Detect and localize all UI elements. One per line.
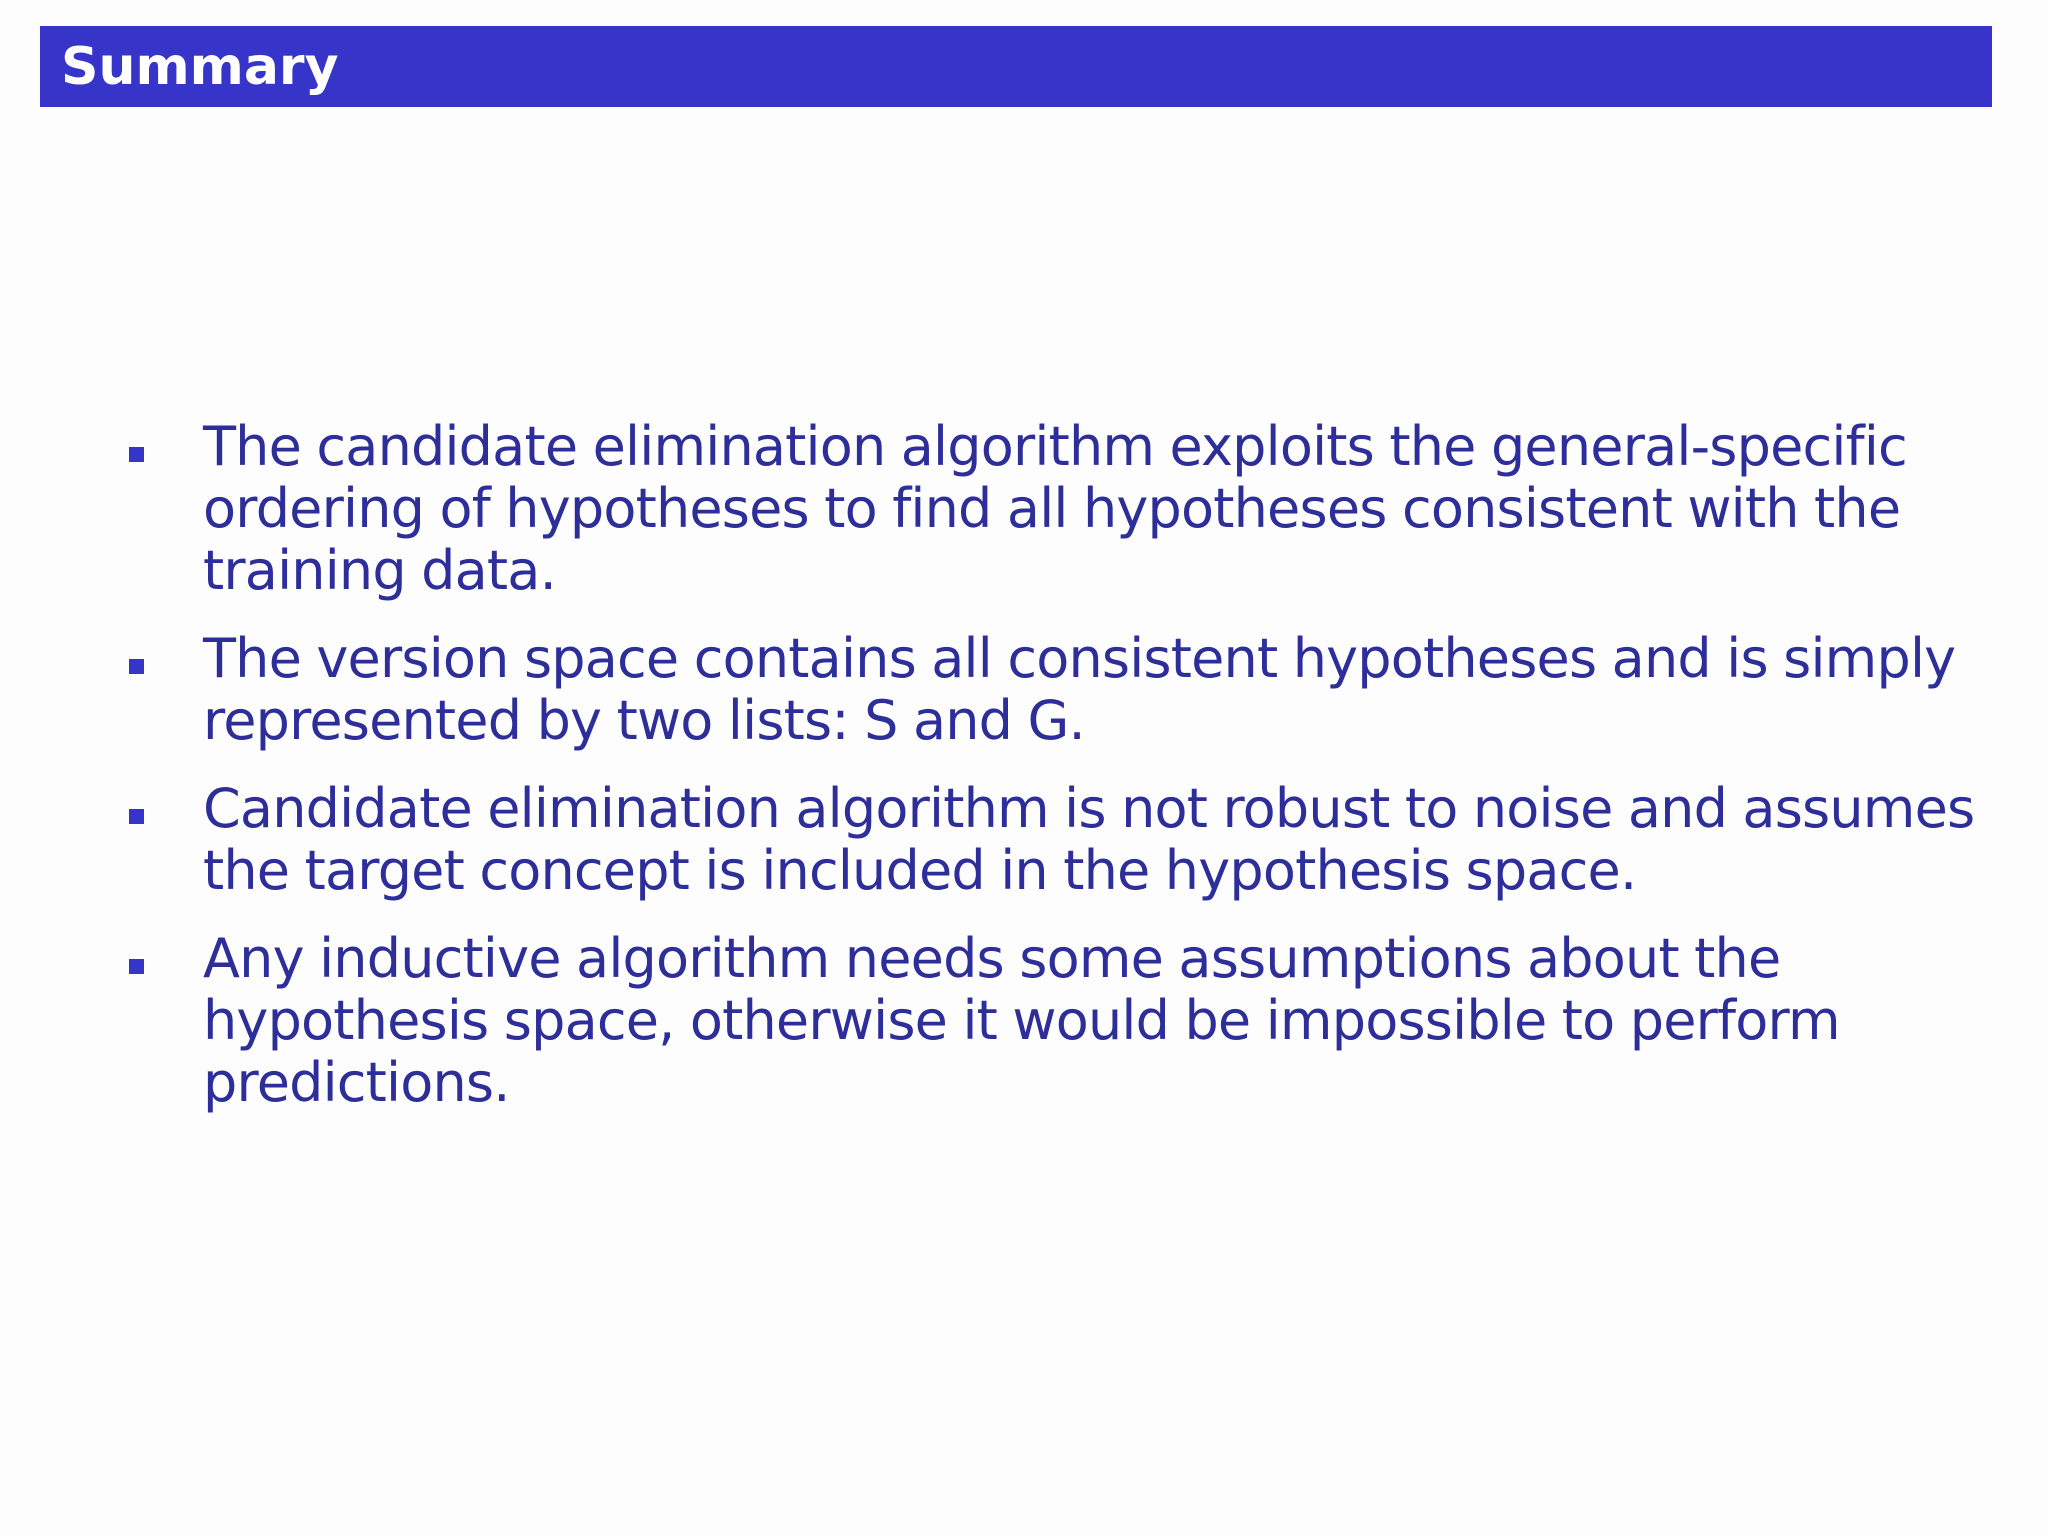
- bullet-line: Any inductive algorithm needs some assumptions about the: [203, 927, 1781, 990]
- bullet-line: The version space contains all consistent hypotheses and is simply: [203, 627, 1956, 690]
- bullet-line: the target concept is included in the hypothesis space.: [203, 839, 1637, 902]
- bullet-line: The candidate elimination algorithm exploits the general-specific: [203, 415, 1907, 478]
- bullet-line: predictions.: [203, 1051, 510, 1114]
- bullet-line: ordering of hypotheses to find all hypotheses consistent with the: [203, 477, 1901, 540]
- square-bullet-icon: [129, 959, 144, 974]
- square-bullet-icon: [129, 659, 144, 674]
- bullet-line: represented by two lists: S and G.: [203, 689, 1085, 752]
- bullet-item: [0, 416, 2048, 602]
- square-bullet-icon: [129, 447, 144, 462]
- title-bar: [40, 26, 1992, 107]
- bullet-item: [0, 928, 2048, 1114]
- bullet-line: training data.: [203, 539, 556, 602]
- square-bullet-icon: [129, 809, 144, 824]
- bullet-list: [0, 416, 2048, 1140]
- bullet-item: [0, 628, 2048, 752]
- bullet-line: Candidate elimination algorithm is not robust to noise and assumes: [203, 777, 1975, 840]
- bullet-line: hypothesis space, otherwise it would be impossible to perform: [203, 989, 1840, 1052]
- bullet-item: [0, 778, 2048, 902]
- slide-title: Summary: [61, 36, 339, 97]
